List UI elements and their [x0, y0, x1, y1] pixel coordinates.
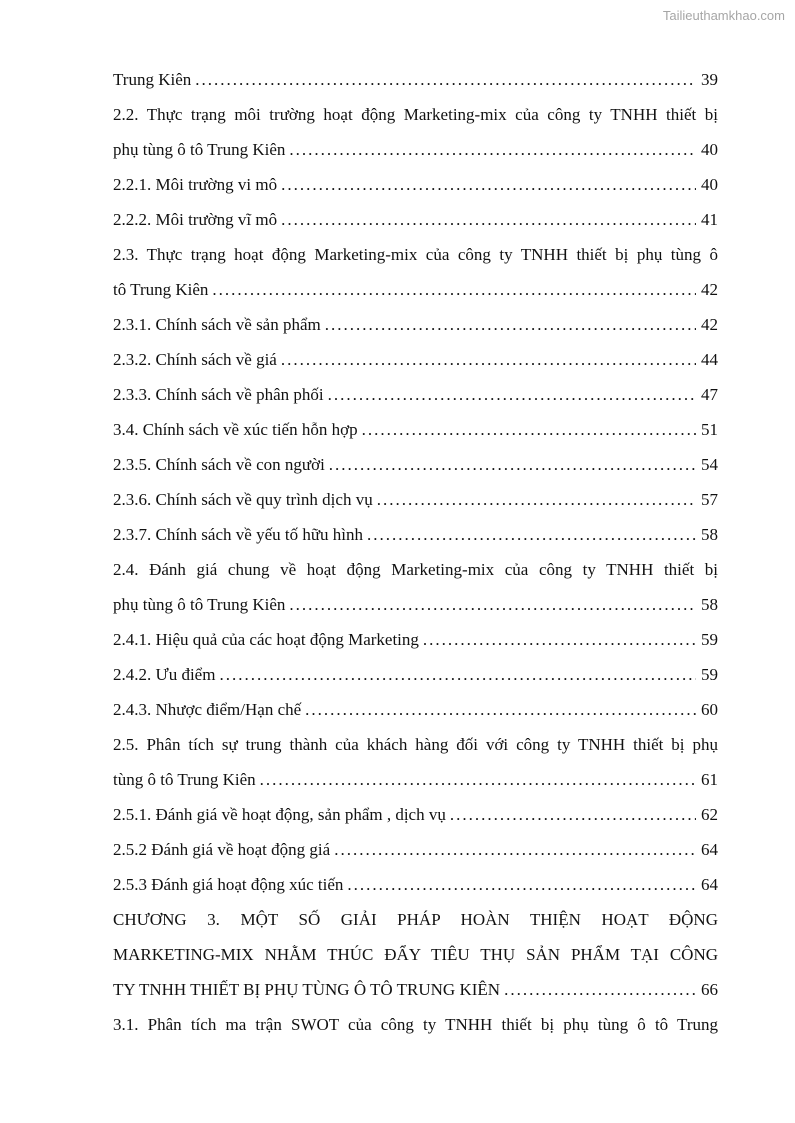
- toc-entry: [113, 447, 718, 482]
- dot-leader: [328, 377, 696, 412]
- toc-entry-text: 2.5.2 Đánh giá về hoạt động giá: [113, 840, 331, 859]
- dot-leader: [450, 797, 696, 832]
- toc-entry-text: phụ tùng ô tô Trung Kiên: [113, 595, 286, 614]
- toc-line: [113, 832, 718, 867]
- page-number: 39: [701, 70, 718, 89]
- toc-entry: [113, 867, 718, 902]
- dot-leader: [377, 482, 696, 517]
- toc-line: [113, 307, 718, 342]
- toc-line: [113, 587, 718, 622]
- toc-line: [113, 972, 718, 1007]
- dot-leader: [504, 972, 696, 1007]
- toc-entry: [113, 307, 718, 342]
- toc-entry-text: 2.3.5. Chính sách về con người: [113, 455, 325, 474]
- toc-entry: [113, 622, 718, 657]
- page-number: 42: [701, 280, 718, 299]
- toc-entry: [113, 167, 718, 202]
- toc-entry: [113, 412, 718, 447]
- toc-entry: [113, 902, 718, 1007]
- toc-line: [113, 902, 718, 937]
- toc-entry: [113, 237, 718, 307]
- page-number: 40: [701, 140, 718, 159]
- page-number: 57: [701, 490, 718, 509]
- toc-line: [113, 517, 718, 552]
- dot-leader: [362, 412, 696, 447]
- page-number: 58: [701, 595, 718, 614]
- dot-leader: [219, 657, 696, 692]
- page-number: 66: [701, 980, 718, 999]
- toc-entry-text: 2.5.3 Đánh giá hoạt động xúc tiến: [113, 875, 344, 894]
- dot-leader: [260, 762, 696, 797]
- toc-entry: [113, 377, 718, 412]
- toc-entry-text: 2.3.3. Chính sách về phân phối: [113, 385, 324, 404]
- toc-entry-text: 2.3.2. Chính sách về giá: [113, 350, 277, 369]
- toc-entry-text: 2.2.1. Môi trường vi mô: [113, 175, 278, 194]
- toc-entry: [113, 342, 718, 377]
- toc-entry: [113, 1007, 718, 1042]
- page-number: 59: [701, 665, 718, 684]
- toc-entry-text: 2.5. Phân tích sự trung thành của khách hàng đối với công ty TNHH thiết bị phụ: [113, 735, 718, 754]
- toc-entry-text: phụ tùng ô tô Trung Kiên: [113, 140, 286, 159]
- toc-entry-text: 2.4.2. Ưu điểm: [113, 665, 216, 684]
- dot-leader: [334, 832, 696, 867]
- toc-entry-text: 2.3.1. Chính sách về sản phẩm: [113, 315, 321, 334]
- toc-line: [113, 482, 718, 517]
- toc-line: [113, 132, 718, 167]
- toc-entry-text: 2.4.3. Nhược điểm/Hạn chế: [113, 700, 302, 719]
- dot-leader: [347, 867, 696, 902]
- toc-line: [113, 447, 718, 482]
- toc-entry-text: 2.4. Đánh giá chung về hoạt động Marketing-mix của công ty TNHH thiết bị: [113, 560, 718, 579]
- toc-line: [113, 272, 718, 307]
- toc-entry: [113, 517, 718, 552]
- toc-entry-text: 3.4. Chính sách về xúc tiến hỗn hợp: [113, 420, 358, 439]
- toc-line: [113, 762, 718, 797]
- toc-line: [113, 202, 718, 237]
- toc-entry-text: 2.3. Thực trạng hoạt động Marketing-mix của công ty TNHH thiết bị phụ tùng ô: [113, 245, 718, 264]
- toc-line: [113, 657, 718, 692]
- toc-line: [113, 342, 718, 377]
- toc-entry-text: CHƯƠNG 3. MỘT SỐ GIẢI PHÁP HOÀN THIỆN HOẠT ĐỘNG: [113, 910, 718, 929]
- page-number: 40: [701, 175, 718, 194]
- dot-leader: [195, 62, 696, 97]
- toc-entry-text: 2.3.7. Chính sách về yếu tố hữu hình: [113, 525, 364, 544]
- dot-leader: [212, 272, 696, 307]
- page-number: 58: [701, 525, 718, 544]
- toc-entry: [113, 832, 718, 867]
- page-number: 54: [701, 455, 718, 474]
- dot-leader: [281, 342, 696, 377]
- toc-entry: [113, 202, 718, 237]
- page-number: 51: [701, 420, 718, 439]
- toc-line: [113, 97, 718, 132]
- page-number: 41: [701, 210, 718, 229]
- toc-entry: [113, 692, 718, 727]
- dot-leader: [305, 692, 696, 727]
- page-number: 61: [701, 770, 718, 789]
- toc-line: [113, 867, 718, 902]
- toc-entry-text: Trung Kiên: [113, 70, 192, 89]
- toc-entry: [113, 657, 718, 692]
- toc-entry: [113, 797, 718, 832]
- toc-line: [113, 552, 718, 587]
- toc-line: [113, 62, 718, 97]
- page-number: 42: [701, 315, 718, 334]
- toc-entry-text: 2.2.2. Môi trường vĩ mô: [113, 210, 278, 229]
- toc-line: [113, 377, 718, 412]
- page-number: 44: [701, 350, 718, 369]
- toc-line: [113, 727, 718, 762]
- dot-leader: [423, 622, 696, 657]
- watermark: Tailieuthamkhao.com: [662, 8, 785, 23]
- toc-entry-text: 2.4.1. Hiệu quả của các hoạt động Marketing: [113, 630, 419, 649]
- toc-entry: [113, 62, 718, 97]
- page-number: 64: [701, 875, 718, 894]
- toc-entry: [113, 97, 718, 167]
- toc-entry-text: tô Trung Kiên: [113, 280, 209, 299]
- dot-leader: [281, 202, 696, 237]
- toc-line: [113, 622, 718, 657]
- toc-line: [113, 167, 718, 202]
- toc-entry: [113, 482, 718, 517]
- page-number: 59: [701, 630, 718, 649]
- page-number: 62: [701, 805, 718, 824]
- page-number: 60: [701, 700, 718, 719]
- toc-line: [113, 1007, 718, 1042]
- toc-entry: [113, 552, 718, 622]
- table-of-contents: [113, 62, 718, 1042]
- toc-entry: [113, 727, 718, 797]
- dot-leader: [367, 517, 696, 552]
- toc-entry-text: MARKETING-MIX NHẰM THÚC ĐẨY TIÊU THỤ SẢN PHẨM TẠI CÔNG: [113, 945, 718, 964]
- dot-leader: [325, 307, 696, 342]
- toc-entry-text: TY TNHH THIẾT BỊ PHỤ TÙNG Ô TÔ TRUNG KIÊN: [113, 980, 501, 999]
- toc-line: [113, 692, 718, 727]
- dot-leader: [289, 132, 696, 167]
- toc-entry-text: tùng ô tô Trung Kiên: [113, 770, 256, 789]
- dot-leader: [289, 587, 696, 622]
- toc-entry-text: 2.3.6. Chính sách về quy trình dịch vụ: [113, 490, 373, 509]
- toc-line: [113, 937, 718, 972]
- toc-line: [113, 237, 718, 272]
- dot-leader: [281, 167, 696, 202]
- toc-line: [113, 412, 718, 447]
- dot-leader: [329, 447, 696, 482]
- page-number: 64: [701, 840, 718, 859]
- toc-entry-text: 3.1. Phân tích ma trận SWOT của công ty TNHH thiết bị phụ tùng ô tô Trung: [113, 1015, 718, 1034]
- toc-line: [113, 797, 718, 832]
- toc-entry-text: 2.2. Thực trạng môi trường hoạt động Marketing-mix của công ty TNHH thiết bị: [113, 105, 718, 124]
- toc-entry-text: 2.5.1. Đánh giá về hoạt động, sản phẩm , dịch vụ: [113, 805, 446, 824]
- page-number: 47: [701, 385, 718, 404]
